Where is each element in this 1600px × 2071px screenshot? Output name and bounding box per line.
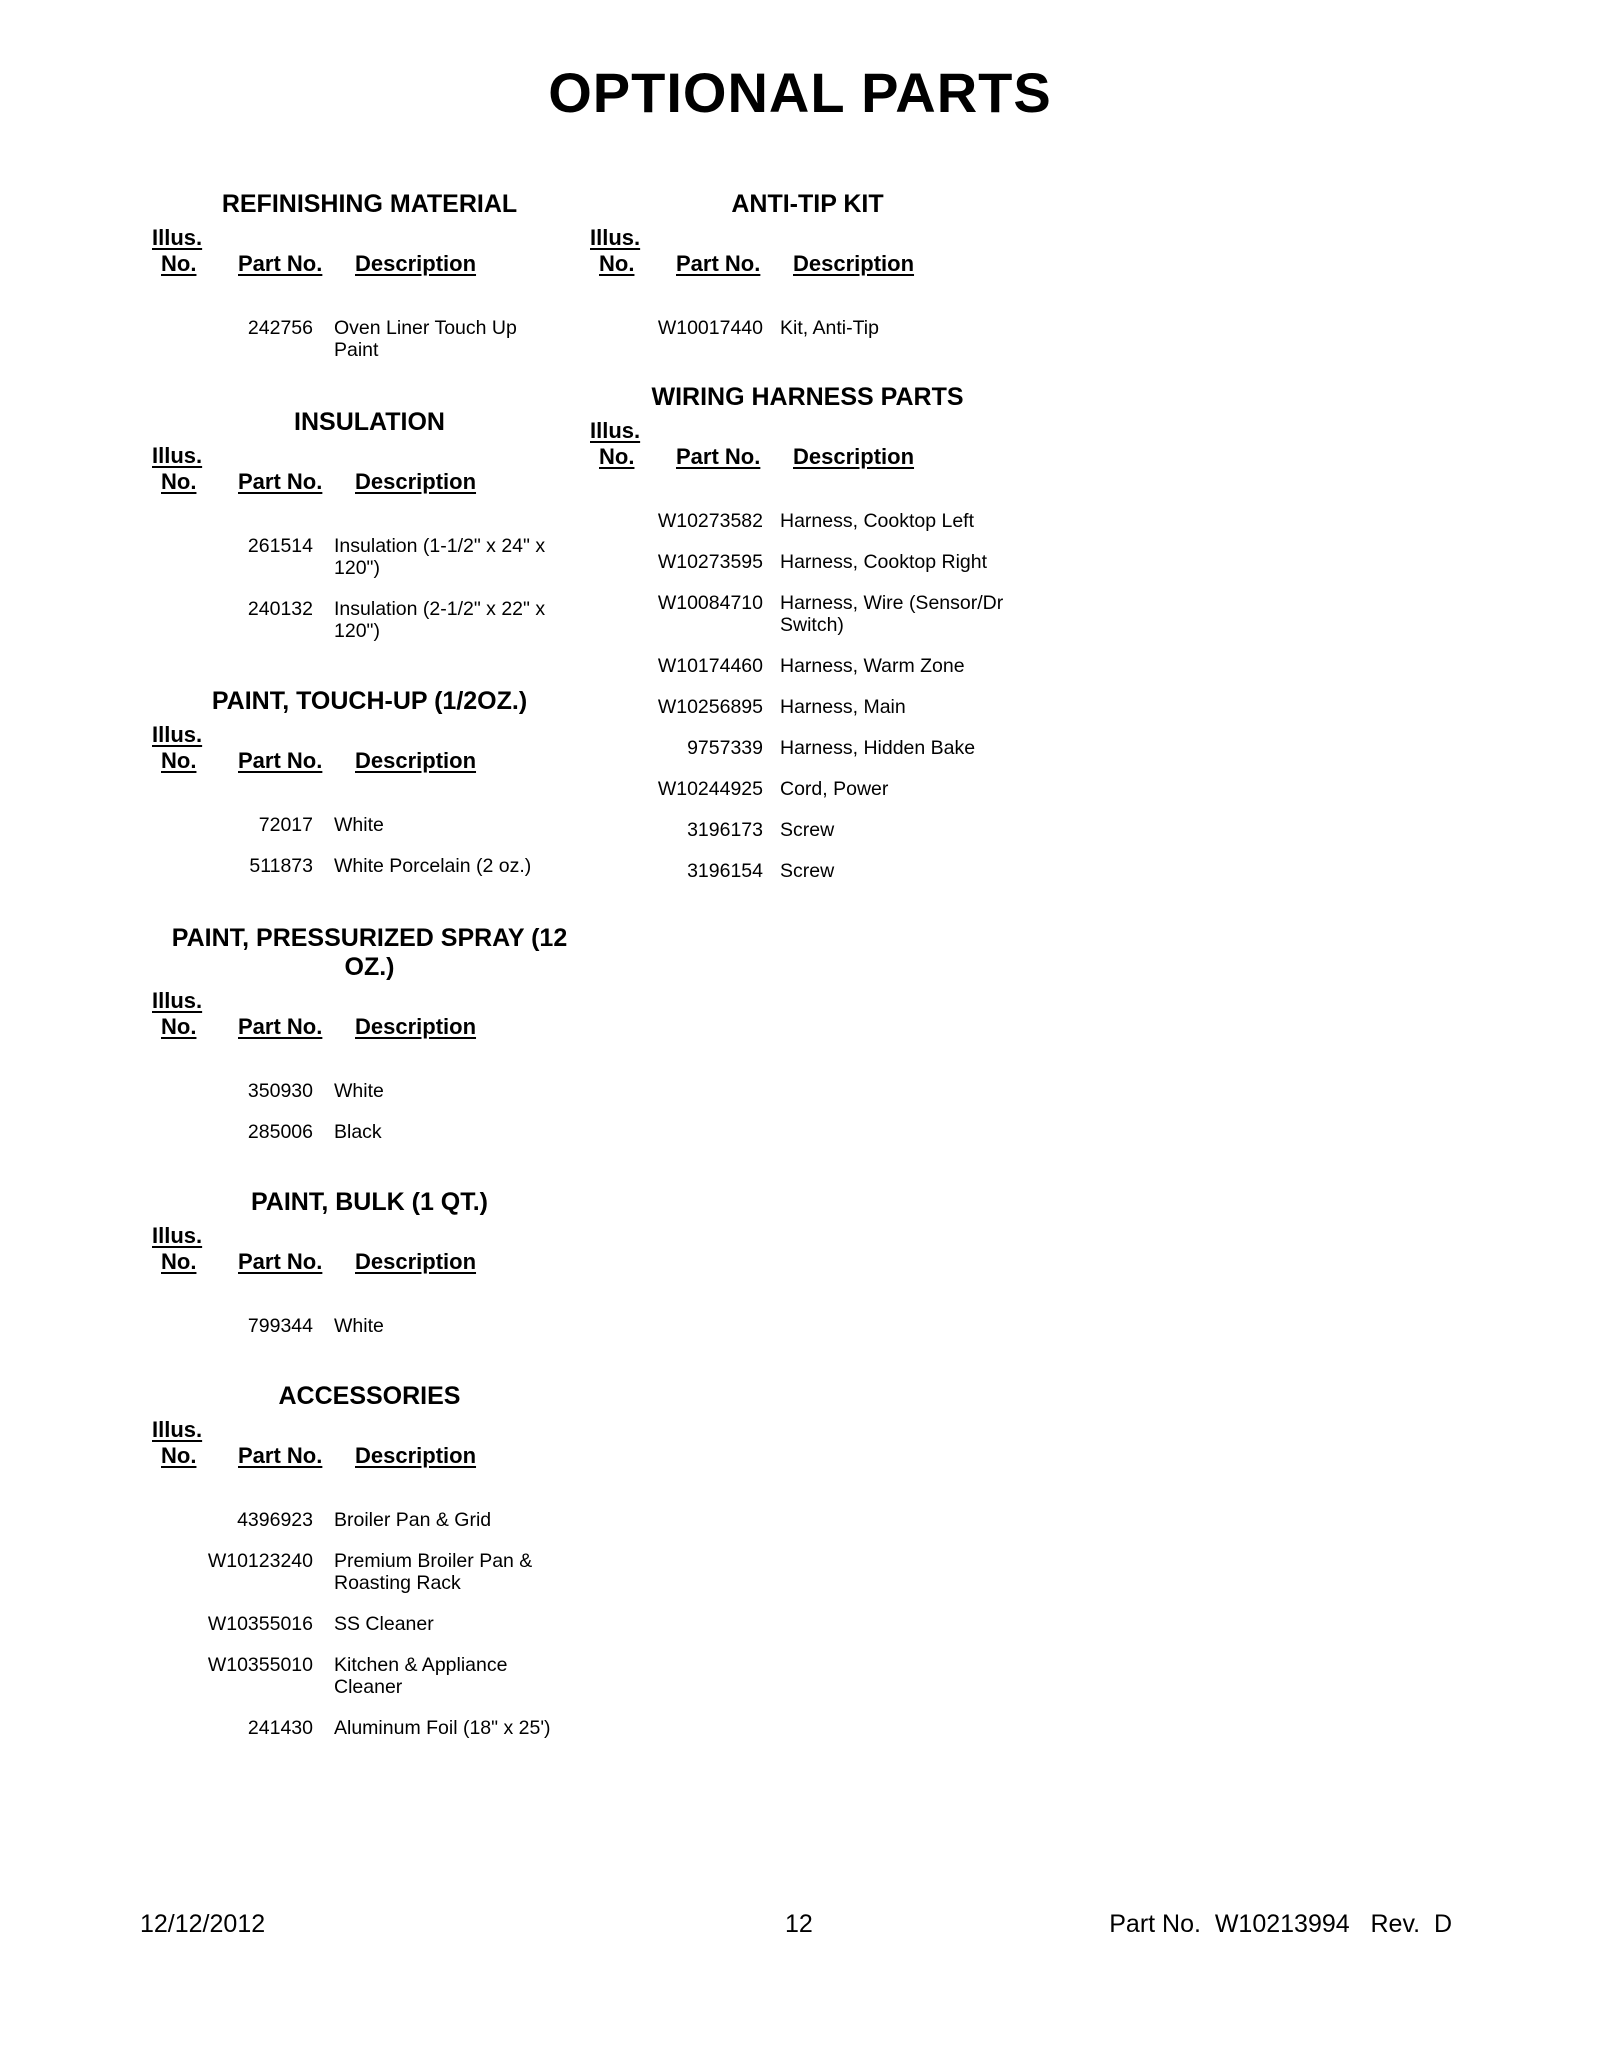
part-number: W10273582 bbox=[657, 510, 763, 532]
header-description: Description bbox=[355, 1014, 477, 1039]
column-headers bbox=[152, 1223, 587, 1279]
parts-row bbox=[152, 535, 587, 579]
part-number: W10355010 bbox=[207, 1654, 313, 1676]
parts-row bbox=[152, 598, 587, 642]
part-number: 261514 bbox=[247, 535, 313, 557]
parts-list bbox=[152, 499, 587, 642]
part-description: Kitchen & Appliance Cleaner bbox=[334, 1654, 508, 1698]
part-description: SS Cleaner bbox=[334, 1613, 434, 1635]
part-number: 242756 bbox=[247, 317, 313, 339]
header-no: No. bbox=[161, 1249, 197, 1274]
parts-row bbox=[152, 1509, 587, 1531]
column-headers bbox=[590, 418, 1025, 474]
part-number: W10084710 bbox=[657, 592, 763, 614]
parts-row bbox=[590, 317, 1025, 339]
part-description: Screw bbox=[780, 819, 835, 841]
part-description: White bbox=[334, 814, 384, 836]
parts-row bbox=[152, 1654, 587, 1698]
parts-row bbox=[152, 1121, 587, 1143]
part-number: 4396923 bbox=[237, 1509, 313, 1531]
parts-list bbox=[152, 281, 587, 361]
section-title: PAINT, BULK (1 QT.) bbox=[250, 1188, 489, 1216]
column-headers bbox=[152, 988, 587, 1044]
header-illus: Illus. bbox=[152, 225, 203, 250]
header-no: No. bbox=[161, 748, 197, 773]
header-description: Description bbox=[355, 251, 477, 276]
header-no: No. bbox=[161, 1014, 197, 1039]
part-number: 3196173 bbox=[687, 819, 763, 841]
parts-row bbox=[590, 819, 1025, 841]
part-description: Insulation (1-1/2" x 24" x 120") bbox=[334, 535, 546, 579]
header-illus: Illus. bbox=[590, 418, 641, 443]
header-no: No. bbox=[161, 251, 197, 276]
part-description: Aluminum Foil (18" x 25') bbox=[334, 1717, 551, 1739]
parts-section bbox=[152, 190, 587, 380]
parts-list bbox=[152, 1473, 587, 1739]
parts-row bbox=[152, 814, 587, 836]
part-number: 240132 bbox=[247, 598, 313, 620]
header-description: Description bbox=[355, 748, 477, 773]
part-description: Black bbox=[334, 1121, 382, 1143]
header-part-no: Part No. bbox=[238, 748, 323, 773]
footer-page-number: 12 bbox=[785, 1910, 813, 1938]
part-description: White bbox=[334, 1080, 384, 1102]
parts-section bbox=[590, 190, 1025, 358]
header-illus: Illus. bbox=[590, 225, 641, 250]
header-description: Description bbox=[793, 444, 915, 469]
parts-section bbox=[152, 687, 587, 896]
part-number: W10256895 bbox=[657, 696, 763, 718]
parts-row bbox=[152, 1613, 587, 1635]
section-title: INSULATION bbox=[294, 408, 445, 436]
part-description: Harness, Warm Zone bbox=[780, 655, 965, 677]
parts-row bbox=[152, 855, 587, 877]
parts-list bbox=[590, 281, 1025, 339]
parts-row bbox=[590, 655, 1025, 677]
parts-section bbox=[590, 383, 1025, 901]
header-part-no: Part No. bbox=[238, 1443, 323, 1468]
part-number: W10123240 bbox=[207, 1550, 313, 1572]
part-number: 350930 bbox=[247, 1080, 313, 1102]
parts-section bbox=[152, 924, 587, 1162]
part-number: W10017440 bbox=[657, 317, 763, 339]
part-description: Harness, Wire (Sensor/Dr Switch) bbox=[780, 592, 1004, 636]
header-description: Description bbox=[355, 1443, 477, 1468]
part-description: Harness, Cooktop Left bbox=[780, 510, 975, 532]
footer-part-number: Part No. W10213994 Rev. D bbox=[1109, 1910, 1452, 1938]
parts-section bbox=[152, 408, 587, 661]
part-description: Insulation (2-1/2" x 22" x 120") bbox=[334, 598, 546, 642]
part-number: W10244925 bbox=[657, 778, 763, 800]
part-number: W10273595 bbox=[657, 551, 763, 573]
column-headers bbox=[590, 225, 1025, 281]
parts-list bbox=[152, 1279, 587, 1337]
part-description: White bbox=[334, 1315, 384, 1337]
part-description: Broiler Pan & Grid bbox=[334, 1509, 492, 1531]
header-part-no: Part No. bbox=[238, 1249, 323, 1274]
header-illus: Illus. bbox=[152, 722, 203, 747]
column-headers bbox=[152, 722, 587, 778]
part-number: W10355016 bbox=[207, 1613, 313, 1635]
parts-row bbox=[152, 1550, 587, 1594]
part-description: White Porcelain (2 oz.) bbox=[334, 855, 532, 877]
part-description: Screw bbox=[780, 860, 835, 882]
part-number: 9757339 bbox=[687, 737, 763, 759]
parts-list bbox=[152, 778, 587, 877]
parts-row bbox=[590, 778, 1025, 800]
part-number: 241430 bbox=[247, 1717, 313, 1739]
column-headers bbox=[152, 1417, 587, 1473]
part-description: Harness, Hidden Bake bbox=[780, 737, 976, 759]
section-title: ANTI-TIP KIT bbox=[731, 190, 884, 218]
header-part-no: Part No. bbox=[238, 251, 323, 276]
part-description: Cord, Power bbox=[780, 778, 889, 800]
header-no: No. bbox=[599, 251, 635, 276]
part-number: 799344 bbox=[247, 1315, 313, 1337]
column-headers bbox=[152, 443, 587, 499]
footer-date: 12/12/2012 bbox=[140, 1910, 266, 1938]
parts-row bbox=[152, 317, 587, 361]
part-description: Oven Liner Touch Up Paint bbox=[334, 317, 517, 361]
part-description: Harness, Cooktop Right bbox=[780, 551, 988, 573]
parts-row bbox=[152, 1717, 587, 1739]
part-number: W10174460 bbox=[657, 655, 763, 677]
parts-row bbox=[152, 1315, 587, 1337]
section-title: ACCESSORIES bbox=[278, 1382, 461, 1410]
part-number: 511873 bbox=[249, 855, 313, 877]
parts-row bbox=[590, 510, 1025, 532]
section-title: REFINISHING MATERIAL bbox=[221, 190, 518, 218]
part-description: Premium Broiler Pan & Roasting Rack bbox=[334, 1550, 533, 1594]
section-title: WIRING HARNESS PARTS bbox=[651, 383, 964, 411]
header-description: Description bbox=[793, 251, 915, 276]
part-description: Kit, Anti-Tip bbox=[780, 317, 879, 339]
header-part-no: Part No. bbox=[238, 1014, 323, 1039]
header-illus: Illus. bbox=[152, 1417, 203, 1442]
parts-row bbox=[590, 860, 1025, 882]
header-description: Description bbox=[355, 1249, 477, 1274]
part-number: 285006 bbox=[247, 1121, 313, 1143]
parts-section bbox=[152, 1188, 587, 1356]
header-part-no: Part No. bbox=[676, 444, 761, 469]
header-no: No. bbox=[161, 469, 197, 494]
parts-row bbox=[590, 592, 1025, 636]
header-no: No. bbox=[599, 444, 635, 469]
header-part-no: Part No. bbox=[676, 251, 761, 276]
parts-row bbox=[590, 696, 1025, 718]
header-no: No. bbox=[161, 1443, 197, 1468]
header-description: Description bbox=[355, 469, 477, 494]
page-title: OPTIONAL PARTS bbox=[548, 61, 1052, 124]
parts-row bbox=[152, 1080, 587, 1102]
part-number: 72017 bbox=[258, 814, 313, 836]
parts-section bbox=[152, 1382, 587, 1758]
header-part-no: Part No. bbox=[238, 469, 323, 494]
header-illus: Illus. bbox=[152, 1223, 203, 1248]
header-illus: Illus. bbox=[152, 988, 203, 1013]
parts-list bbox=[590, 474, 1025, 882]
section-title: PAINT, PRESSURIZED SPRAY (12 OZ.) bbox=[171, 924, 568, 981]
parts-row bbox=[590, 551, 1025, 573]
column-headers bbox=[152, 225, 587, 281]
part-description: Harness, Main bbox=[780, 696, 906, 718]
header-illus: Illus. bbox=[152, 443, 203, 468]
parts-list bbox=[152, 1044, 587, 1143]
part-number: 3196154 bbox=[687, 860, 763, 882]
parts-row bbox=[590, 737, 1025, 759]
section-title: PAINT, TOUCH-UP (1/2OZ.) bbox=[211, 687, 528, 715]
